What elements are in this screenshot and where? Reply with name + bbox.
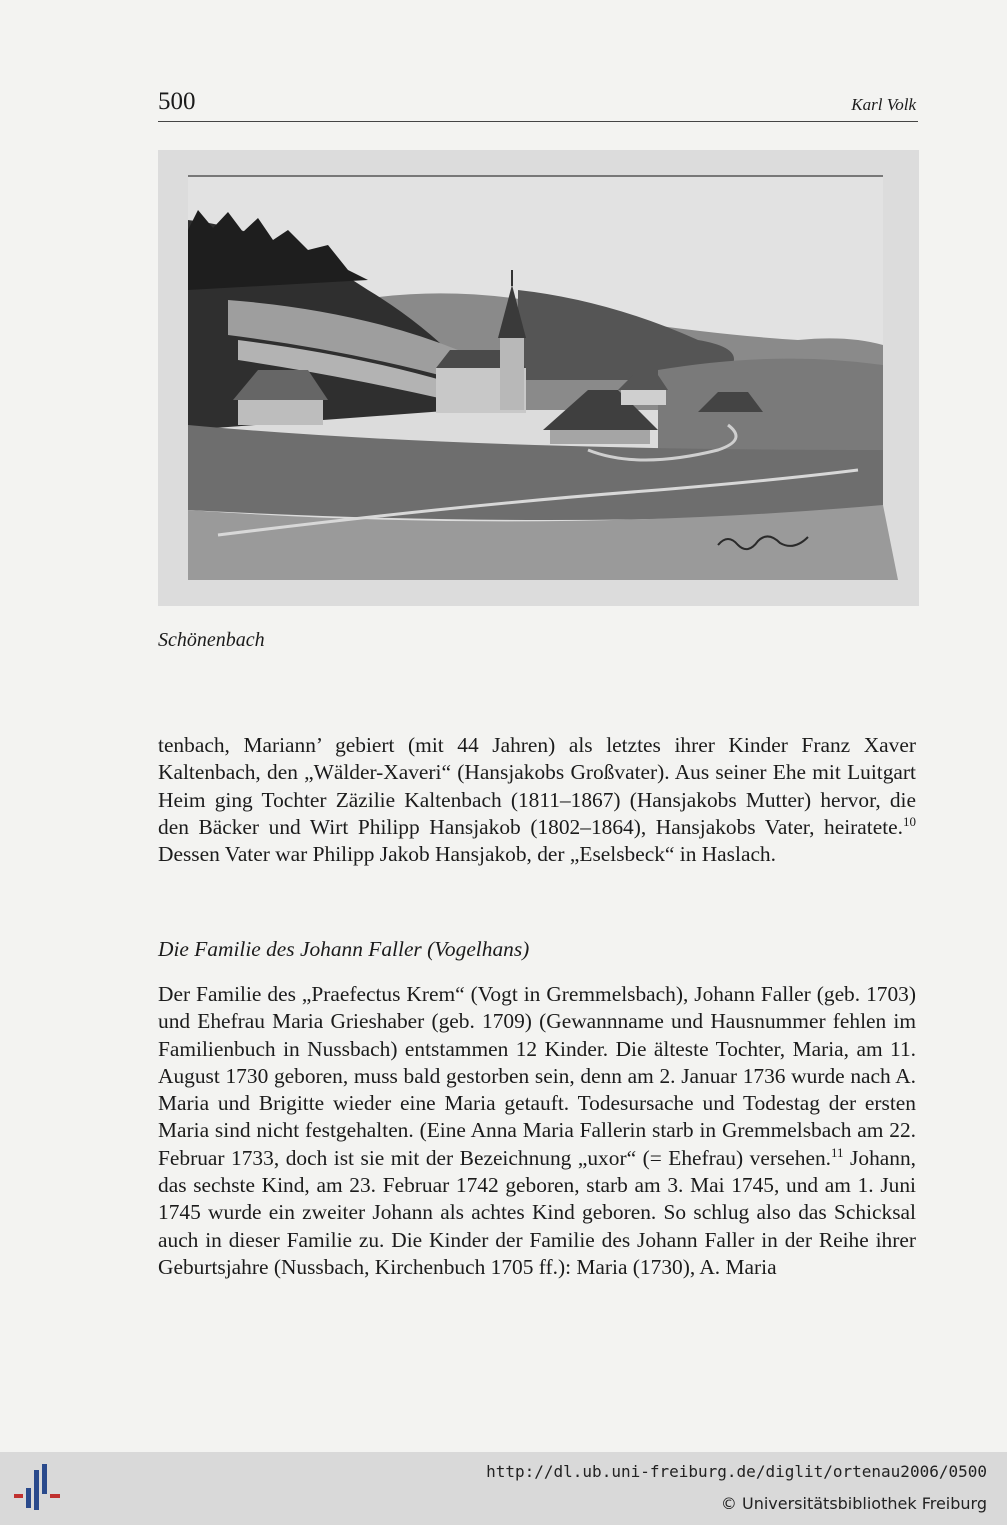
header-rule	[158, 121, 918, 122]
footnote-ref-11: 11	[831, 1144, 844, 1160]
footer-bar	[0, 1452, 1007, 1525]
body-paragraph-1	[158, 732, 916, 868]
paragraph-text: Der Familie des „Praefectus Krem“ (Vogt in Gremmelsbach), Johann Faller (geb. 1703) und Ehefrau Maria Grieshaber (geb. 1709) (Gewannname und Hausnummer fehlen im Familienbuch in Nussbach) entstammen 12 Kinder. Die älteste Tochter, Maria, am 11. August 1730 geboren, muss bald gestorben sein, denn am 2. Januar 1736 wurde nach A. Maria und Brigitte wieder eine Maria getauft. Todesursache und Todestag der ersten Maria sind nicht festgehalten. (Eine Anna Maria Fallerin starb in Gremmelsbach am 22. Februar 1733, doch ist sie mit der Bezeichnung „uxor“ (= Ehefrau) versehen.	[158, 982, 916, 1170]
body-paragraph-2	[158, 981, 916, 1281]
village-landscape-illustration	[158, 150, 919, 606]
running-head: Karl Volk	[851, 95, 916, 114]
paragraph-text: tenbach, Mariann’ gebiert (mit 44 Jahren) als letztes ihrer Kinder Franz Xaver Kaltenbach, den „Wälder-Xaveri“ (Hansjakobs Großvater). Aus seiner Ehe mit Luitgart Heim ging Tochter Zäzilie Kaltenbach (1811–1867) (Hansjakobs Mutter) hervor, die den Bäcker und Wirt Philipp Hansjakob (1802–1864), Hansjakobs Vater, heiratete.	[158, 733, 916, 839]
section-heading: Die Familie des Johann Faller (Vogelhans)	[158, 937, 530, 961]
figure-caption: Schönenbach	[158, 629, 265, 651]
paragraph-text: Dessen Vater war Philipp Jakob Hansjakob, der „Eselsbeck“ in Haslach.	[158, 842, 776, 867]
library-logo-icon	[14, 1464, 64, 1516]
page-number: 500	[158, 88, 196, 115]
copyright-notice: © Universitätsbibliothek Freiburg	[720, 1494, 987, 1513]
footnote-ref-10: 10	[903, 813, 916, 829]
village-illustration	[158, 150, 919, 606]
source-url-link[interactable]: http://dl.ub.uni-freiburg.de/diglit/ortenau2006/0500	[486, 1462, 987, 1481]
paragraph-text: Johann, das sechste Kind, am 23. Februar 1742 geboren, starb am 3. Mai 1745, und am 1. Juni 1745 wurde ein zweiter Johann als achtes Kind geboren. So schlug also das Schicksal auch in dieser Familie zu. Die Kinder der Familie des Johann Faller in der Reihe ihrer Geburtsjahre (Nussbach, Kirchenbuch 1705 ff.): Maria (1730), A. Maria	[158, 1145, 916, 1279]
